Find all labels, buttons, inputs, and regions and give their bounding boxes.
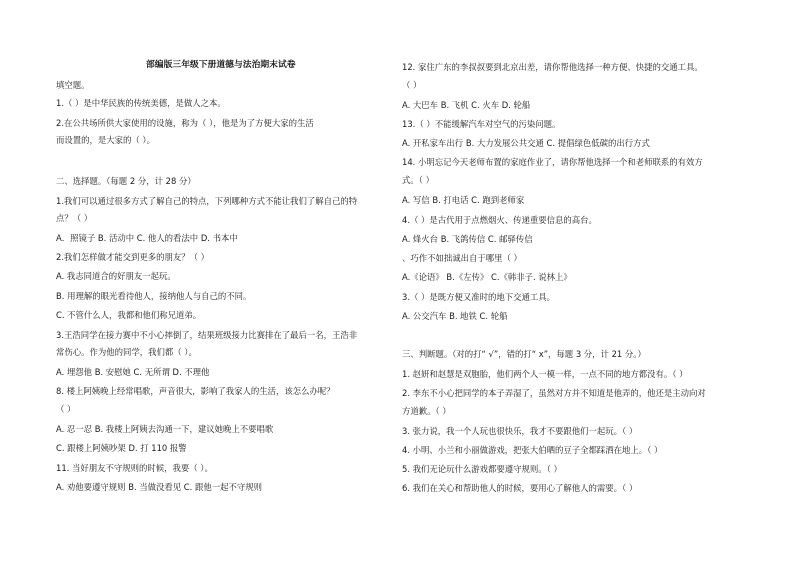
question-line: 2. 李东不小心把同学的本子弄湿了，虽然对方并不知道是他弄的，他还是主动向对 (402, 388, 706, 398)
option-line: A. 忍一忍 B. 我楼上阿姨去沟通一下，建议她晚上不要唱歌 (56, 424, 274, 434)
question-line: 11. 当好朋友不守规则的时候，我要（ ）。 (56, 463, 213, 473)
question-line: 8. 楼上阿姨晚上经常唱歌，声音很大，影响了我家人的生活，该怎么办呢？ (56, 386, 335, 396)
option-line: A. 我志同道合的好朋友一起玩。 (56, 271, 176, 281)
question-line: 13.（ ）不能缓解汽车对空气的污染问题。 (402, 119, 561, 129)
option-line: A．照镜子 B. 活动中 C. 他人的看法中 D. 书本中 (56, 233, 238, 243)
option-line: A. 埋怨他 B. 安慰她 C. 无所谓 D. 不理他 (56, 367, 210, 377)
question-line: 14. 小明忘记今天老师布置的家庭作业了，请你帮他选择一个和老师联系的有效方 (402, 157, 703, 167)
question-line: 12. 家住广东的李叔叔要到北京出差，请你帮他选择一种方便、快捷的交通工具。 (402, 62, 703, 72)
question-line: 2.我们怎样做才能交到更多的朋友？（ ） (56, 252, 210, 262)
option-line: C. 跟楼上阿姨吵架 D. 打 110 报警 (56, 443, 187, 453)
question-line: 点？（ ） (56, 213, 93, 223)
question-line: 式。（ ） (402, 175, 434, 185)
option-line: A. 烽火台 B. 飞鸽传信 C. 邮驿传信 (402, 234, 533, 244)
option-line: A. 公交汽车 B. 地铁 C. 轮船 (402, 311, 508, 321)
question-line: 方道歉。（ ） (402, 406, 451, 416)
question-line: 6. 我们在关心和帮助他人的时候，要用心了解他人的需要。（ ） (402, 483, 638, 493)
question-line: 、巧作不如拙诚出自于哪里（ ） (402, 253, 522, 263)
option-line: A.《论语》 B.《左传》 C.《韩非子. 说林上》 (402, 272, 572, 282)
question-line: 常伤心。作为他的同学，我们都（ ）。 (56, 347, 197, 357)
question-line: （ ） (402, 80, 422, 90)
option-line: A. 写信 B. 打电话 C. 跑到老师家 (402, 195, 525, 205)
question-line: 1.（ ）是中华民族的传统美德，是做人之本。 (56, 98, 226, 108)
exam-title: 部编版三年级下册道德与法治期末试卷 (146, 60, 296, 70)
option-line: B. 用理解的眼光看待他人，接纳他人与自己的不同。 (56, 291, 252, 301)
question-line: 4.（ ）是古代用于点燃烟火、传递重要信息的高台。 (402, 215, 597, 225)
question-line: 1.我们可以通过很多方式了解自己的特点，下列哪种方式不能让我们了解自己的特 (56, 196, 358, 206)
question-line: 3. 张力说，我一个人玩也很快乐，我才不要跟他们一起玩。（ ） (402, 426, 638, 436)
section-choice-heading: 二、选择题。（每题 2 分，计 28 分） (56, 176, 196, 186)
question-line: 而设置的，是大家的（ ）。 (56, 135, 155, 145)
option-line: A. 劝他要遵守规则 B. 当做没看见 C. 跟他一起不守规则 (56, 482, 262, 492)
section-judgement-heading: 三、判断题。（对的打“ √”，错的打“ x”，每题 3 分，计 21 分。） (402, 349, 646, 359)
option-line: C. 不管什么人，我都和他们称兄道弟。 (56, 310, 202, 320)
question-line: 4. 小明、小兰和小丽做游戏，把张大伯晒的豆子全都踩洒在地上。（ ） (402, 445, 663, 455)
option-line: A. 大巴车 B. 飞机 C. 火车 D. 轮船 (402, 100, 531, 110)
question-line: 3.（ ）是既方便又准时的地下交通工具。 (402, 292, 556, 302)
question-line: （ ） (56, 404, 76, 414)
question-line: 3.王浩同学在接力赛中不小心摔倒了，结果班级接力比赛排在了最后一名，王浩非 (56, 330, 358, 340)
question-line: 2.在公共场所供大家使用的设施，称为（ ），他是为了方便大家的生活 (56, 118, 314, 128)
question-line: 5. 我们无论玩什么游戏都要遵守规则。（ ） (402, 464, 562, 474)
option-line: A. 开私家车出行 B. 大力发展公共交通 C. 提倡绿色低碳的出行方式 (402, 138, 650, 148)
question-line: 1. 赵妍和赵慧是双胞胎，他们两个人一模一样，一点不同的地方都没有。（ ） (402, 369, 688, 379)
section-fill-blank-heading: 填空题。 (56, 80, 90, 90)
